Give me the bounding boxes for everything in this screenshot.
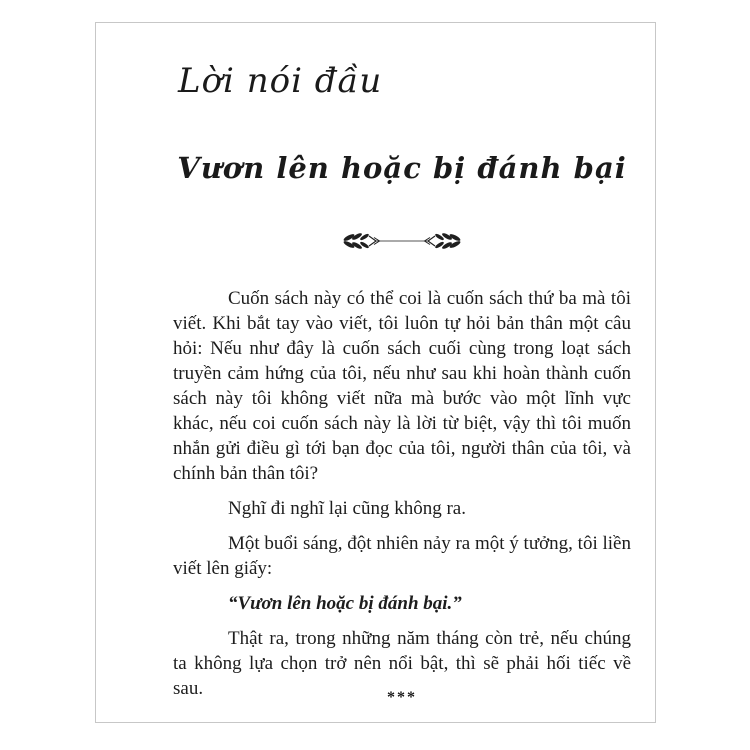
paragraph-1: Cuốn sách này có thể coi là cuốn sách thứ ba mà tôi viết. Khi bắt tay vào viết, tôi luôn tự hỏi bản thân một câu hỏi: Nếu như đây là cuốn sách cuối cùng trong loạt sách truyền cảm hứng của tôi, nếu như sau khi hoàn thành cuốn sách này tôi không viết nữa mà bước vào một lĩnh vực khác, nếu coi cuốn sách này là lời từ biệt, vậy thì tôi muốn nhắn gửi điều gì tới bạn đọc của tôi, người thân của tôi, và chính bản thân tôi? (173, 288, 631, 484)
chapter-title: Vươn lên hoặc bị đánh bại (177, 151, 627, 185)
book-page (95, 22, 656, 723)
section-break-stars: *** (387, 689, 417, 706)
quote-paragraph: “Vươn lên hoặc bị đánh bại.” (228, 593, 462, 614)
paragraph-3: Một buổi sáng, đột nhiên nảy ra một ý tưởng, tôi liền viết lên giấy: (173, 533, 631, 579)
paragraph-2: Nghĩ đi nghĩ lại cũng không ra. (228, 498, 466, 519)
preface-heading: Lời nói đầu (178, 61, 383, 101)
paragraph-5: Thật ra, trong những năm tháng còn trẻ, nếu chúng ta không lựa chọn trở nên nổi bật, thì sẽ phải hối tiếc về sau. (173, 628, 631, 699)
body-text (173, 286, 631, 711)
laurel-divider-icon (173, 229, 631, 253)
